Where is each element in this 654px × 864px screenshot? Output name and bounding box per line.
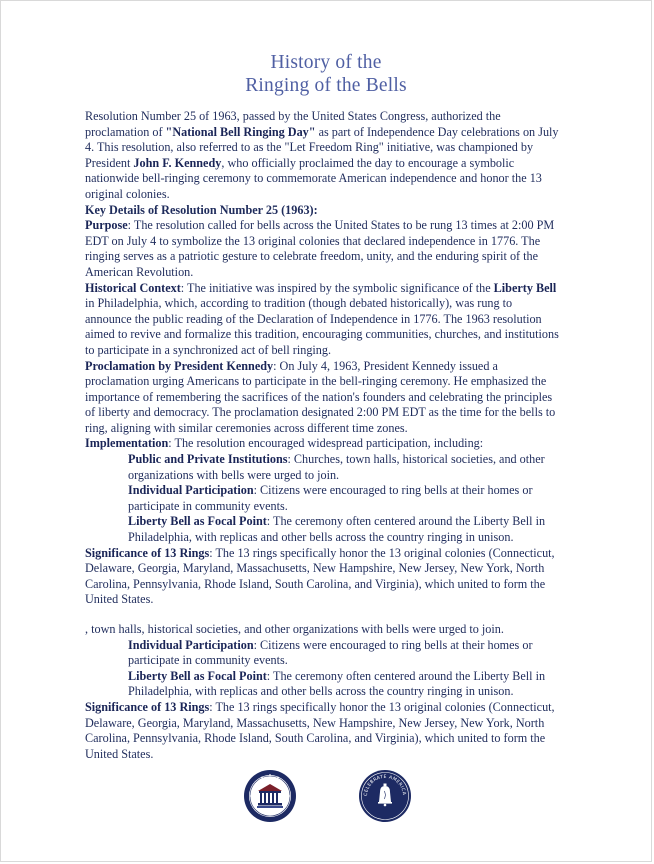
purpose-label: Purpose (85, 218, 128, 233)
purpose-text: : The resolution called for bells across the United States to be rung 13 times at 2:00 PM EDT on July 4 to symbolize the 13 original colonies that declared independence in 1776. The ringing serves as a patriotic gesture to celebrate freedom, unity, and the enduring spirit of the American Revolution. (85, 218, 555, 279)
intro-bold-1: "National Bell Ringing Day" (165, 124, 316, 139)
significance-paragraph (85, 546, 561, 608)
historical-context-text-2: in Philadelphia, which, according to tradition (though debated historically), was rung to announce the public reading of the Declaration of Independence in 1776. The 1963 resolution aimed to revive and formalize this tradition, encouraging communities, churches, and institutions to participate in a synchronized act of bell ringing. (85, 296, 559, 357)
list-item-text: : The ceremony often centered around the Liberty Bell in Philadelphia, with replicas and other bells across the country ringing in unison. (128, 514, 546, 545)
intro-text-1: Resolution Number 25 of 1963, passed by the United States Congress, authorized the proclamation of (85, 109, 501, 139)
intro-text-2: as part of Independence Day celebrations on July 4. This resolution, also referred to as the "Let Freedom Ring" initiative, was championed by President (85, 124, 559, 170)
list-item (85, 514, 561, 545)
significance-label: Significance of 13 Rings (85, 699, 210, 714)
list-item (85, 638, 561, 669)
list-item (85, 483, 561, 514)
historical-context-label: Historical Context (85, 280, 181, 295)
key-details-heading: Key Details of Resolution Number 25 (1963): (85, 202, 318, 217)
list-item-text: : Churches, town halls, historical societies, and other organizations with bells were urged to join. (128, 452, 545, 482)
proclamation-paragraph (85, 359, 561, 437)
intro-paragraph (85, 109, 561, 203)
page-title (1, 51, 651, 97)
list-item-text: : Citizens were encouraged to ring bells at their homes or participate in community events. (128, 483, 533, 513)
intro-text-3: , who officially proclaimed the day to encourage a symbolic nationwide bell-ringing ceremony to commemorate American independence and honor the 13 original colonies. (85, 155, 542, 201)
implementation-paragraph (85, 436, 561, 452)
proclamation-label: Proclamation by President Kennedy (85, 358, 274, 373)
significance-text: : The 13 rings specifically honor the 13 original colonies (Connecticut, Delaware, Georgia, Maryland, Massachusetts, New Hampshire, New Jersey, New York, North Carolina, Pennsylvania, Rhode Island, South Carolina, and Virginia), which united to form the United States. (85, 545, 555, 607)
proclamation-text: : On July 4, 1963, President Kennedy issued a proclamation urging Americans to participate in the bell-ringing ceremony. He emphasized the importance of remembering the sacrifices of the nation's founders and celebrating the principles of liberty and democracy. The proclamation designated 2:00 PM EDT as the time for the bells to ring, aligning with similar ceremonies across different time zones. (85, 358, 556, 435)
implementation-text: : The resolution encouraged widespread participation, including: (168, 436, 484, 451)
title-line-1: History of the (270, 52, 382, 73)
section-gap (85, 608, 561, 622)
significance-label: Significance of 13 Rings (85, 545, 210, 560)
government-building-seal-icon (243, 769, 297, 823)
liberty-bell-seal-icon (358, 769, 412, 823)
historical-context-bold: Liberty Bell (493, 280, 557, 295)
repeat-significance-paragraph (85, 700, 561, 762)
list-item-label: Individual Participation (128, 637, 254, 652)
seal-row (1, 769, 651, 829)
purpose-paragraph (85, 218, 561, 280)
historical-context-text-1: : The initiative was inspired by the symbolic significance of the (180, 280, 494, 295)
document-body (85, 109, 561, 762)
list-item (85, 669, 561, 700)
list-item-text: : Citizens were encouraged to ring bells at their homes or participate in community events. (128, 637, 533, 668)
list-item (85, 452, 561, 483)
intro-bold-2: John F. Kennedy (133, 155, 222, 170)
list-item-label: Liberty Bell as Focal Point (128, 514, 267, 529)
historical-context-paragraph (85, 281, 561, 359)
list-item-text: : The ceremony often centered around the Liberty Bell in Philadelphia, with replicas and other bells across the country ringing in unison. (128, 668, 546, 699)
repeat-fragment: , town halls, historical societies, and other organizations with bells were urged to join. (85, 622, 504, 636)
seal-ring-text: CELEBRATE AMERICA (363, 774, 407, 797)
implementation-label: Implementation (85, 436, 169, 451)
list-item-label: Public and Private Institutions (128, 452, 288, 467)
list-item-label: Liberty Bell as Focal Point (128, 668, 267, 683)
list-item-label: Individual Participation (128, 483, 254, 498)
title-line-2: Ringing of the Bells (245, 75, 407, 96)
significance-text: : The 13 rings specifically honor the 13 original colonies (Connecticut, Delaware, Georgia, Maryland, Massachusetts, New Hampshire, New Jersey, New York, North Carolina, Pennsylvania, Rhode Island, South Carolina, and Virginia), which united to form the United States. (85, 699, 555, 761)
